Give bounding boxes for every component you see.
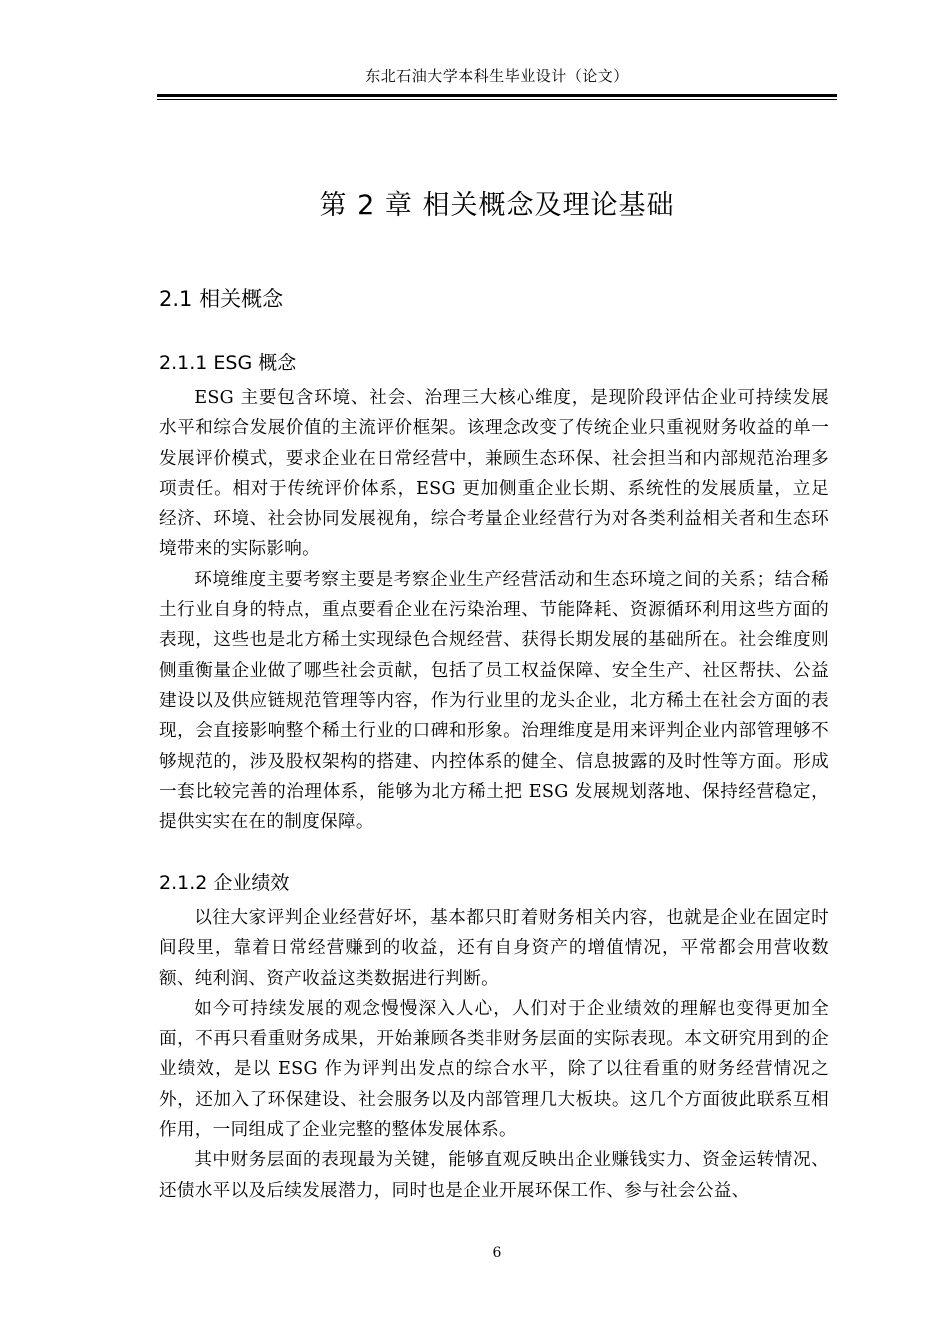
header-rule-thick <box>157 94 837 97</box>
paragraph: 其中财务层面的表现最为关键，能够直观反映出企业赚钱实力、资金运转情况、还债水平以及后续发展潜力，同时也是企业开展环保工作、参与社会公益、 <box>159 1150 829 1201</box>
page-number: 6 <box>492 1245 502 1261</box>
paragraph: 以往大家评判企业经营好坏，基本都只盯着财务相关内容，也就是企业在固定时间段里，靠着日常经营赚到的收益，还有自身资产的增值情况，平常都会用营收数额、纯利润、资产收益这类数据进行判断。 <box>159 908 829 989</box>
subsection-title-2-1-2: 2.1.2 企业绩效 <box>159 872 290 894</box>
subsection-2-1-2-body <box>159 903 829 1206</box>
chapter-title: 第 2 章 相关概念及理论基础 <box>319 190 675 221</box>
running-header: 东北石油大学本科生毕业设计（论文） <box>365 67 629 85</box>
subsection-title-2-1-1: 2.1.1 ESG 概念 <box>159 352 297 374</box>
section-title-2-1: 2.1 相关概念 <box>159 287 284 311</box>
paragraph: 环境维度主要考察主要是考察企业生产经营活动和生态环境之间的关系；结合稀土行业自身的特点，重点要看企业在污染治理、节能降耗、资源循环利用这些方面的表现，这些也是北方稀土实现绿色合规经营、获得长期发展的基础所在。社会维度则侧重衡量企业做了哪些社会贡献，包括了员工权益保障、安全生产、社区帮扶、公益建设以及供应链规范管理等内容，作为行业里的龙头企业，北方稀土在社会方面的表现，会直接影响整个稀土行业的口碑和形象。治理维度是用来评判企业内部管理够不够规范的，涉及股权架构的搭建、内控体系的健全、信息披露的及时性等方面。形成一套比较完善的治理体系，能够为北方稀土把 ESG 发展规划落地、保持经营稳定，提供实实在在的制度保障。 <box>159 569 829 833</box>
paragraph: 如今可持续发展的观念慢慢深入人心，人们对于企业绩效的理解也变得更加全面，不再只看重财务成果，开始兼顾各类非财务层面的实际表现。本文研究用到的企业绩效，是以 ESG 作为评判出发点的综合水平，除了以往看重的财务经营情况之外，还加入了环保建设、社会服务以及内部管理几大板块。这几个方面彼此联系互相作用，一同组成了企业完整的整体发展体系。 <box>159 998 829 1141</box>
subsection-2-1-1-body <box>159 383 829 837</box>
header-rule-thin <box>157 99 837 100</box>
paragraph: ESG 主要包含环境、社会、治理三大核心维度，是现阶段评估企业可持续发展水平和综合发展价值的主流评价框架。该理念改变了传统企业只重视财务收益的单一发展评价模式，要求企业在日常经营中，兼顾生态环保、社会担当和内部规范治理多项责任。相对于传统评价体系，ESG 更加侧重企业长期、系统性的发展质量，立足经济、环境、社会协同发展视角，综合考量企业经营行为对各类利益相关者和生态环境带来的实际影响。 <box>159 388 829 560</box>
